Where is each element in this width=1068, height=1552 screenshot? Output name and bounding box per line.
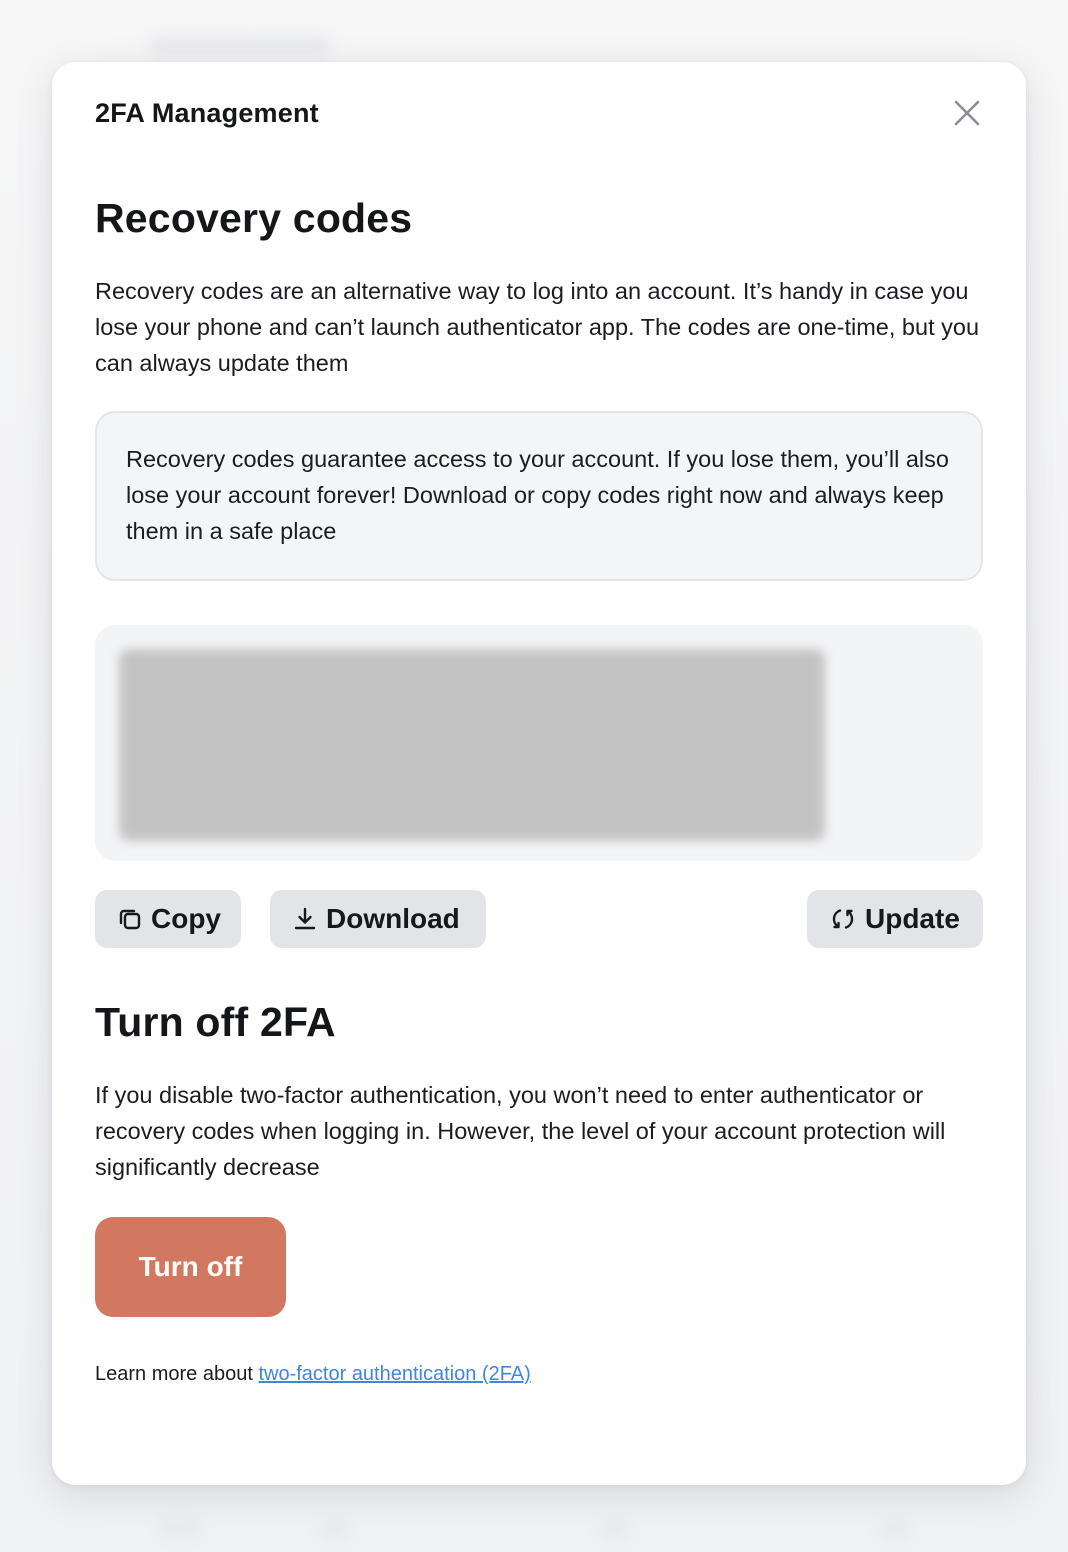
modal-content <box>95 194 983 1386</box>
recovery-codes-heading: Recovery codes <box>95 195 413 241</box>
copy-button-label: Copy <box>151 903 221 935</box>
learn-more-2fa-link[interactable]: two-factor authentication (2FA) <box>258 1363 531 1386</box>
recovery-codes-box <box>95 625 983 861</box>
turn-off-2fa-section <box>95 998 983 1386</box>
blurred-recovery-codes <box>119 649 825 841</box>
backdrop-ghost <box>160 1520 200 1538</box>
recovery-codes-notice: Recovery codes guarantee access to your account. If you lose them, you’ll also lose your account forever! Download or copy codes right now and always keep them in a safe place <box>95 411 983 581</box>
turn-off-2fa-description: If you disable two-factor authentication, you won’t need to enter authenticator or recovery codes when logging in. However, the level of your account protection will significantly decrease <box>95 1082 946 1181</box>
learn-more-prefix: Learn more about <box>95 1363 253 1386</box>
learn-more-text <box>95 1363 983 1386</box>
close-icon <box>953 99 981 127</box>
download-icon <box>292 906 318 932</box>
backdrop-ghost <box>880 1522 910 1540</box>
download-button[interactable] <box>270 890 486 948</box>
backdrop-ghost <box>320 1522 350 1540</box>
download-button-label: Download <box>326 903 460 935</box>
modal-title: 2FA Management <box>95 97 319 128</box>
backdrop-ghost <box>150 36 330 58</box>
close-button[interactable] <box>947 93 987 133</box>
refresh-icon <box>829 905 857 933</box>
copy-icon <box>117 906 143 932</box>
turn-off-2fa-heading: Turn off 2FA <box>95 999 336 1046</box>
recovery-codes-description: Recovery codes are an alternative way to log into an account. It’s handy in case you lose your phone and can’t launch authenticator app. The codes are one-time, but you can always update them <box>95 278 980 377</box>
recovery-codes-section <box>95 194 983 948</box>
modal-header <box>95 96 983 130</box>
update-button[interactable] <box>807 890 983 948</box>
turn-off-button[interactable]: Turn off <box>95 1217 286 1317</box>
copy-button[interactable] <box>95 890 241 948</box>
recovery-codes-actions <box>95 890 983 948</box>
2fa-management-modal <box>52 62 1026 1485</box>
backdrop-ghost <box>600 1522 630 1540</box>
update-button-label: Update <box>865 903 960 935</box>
